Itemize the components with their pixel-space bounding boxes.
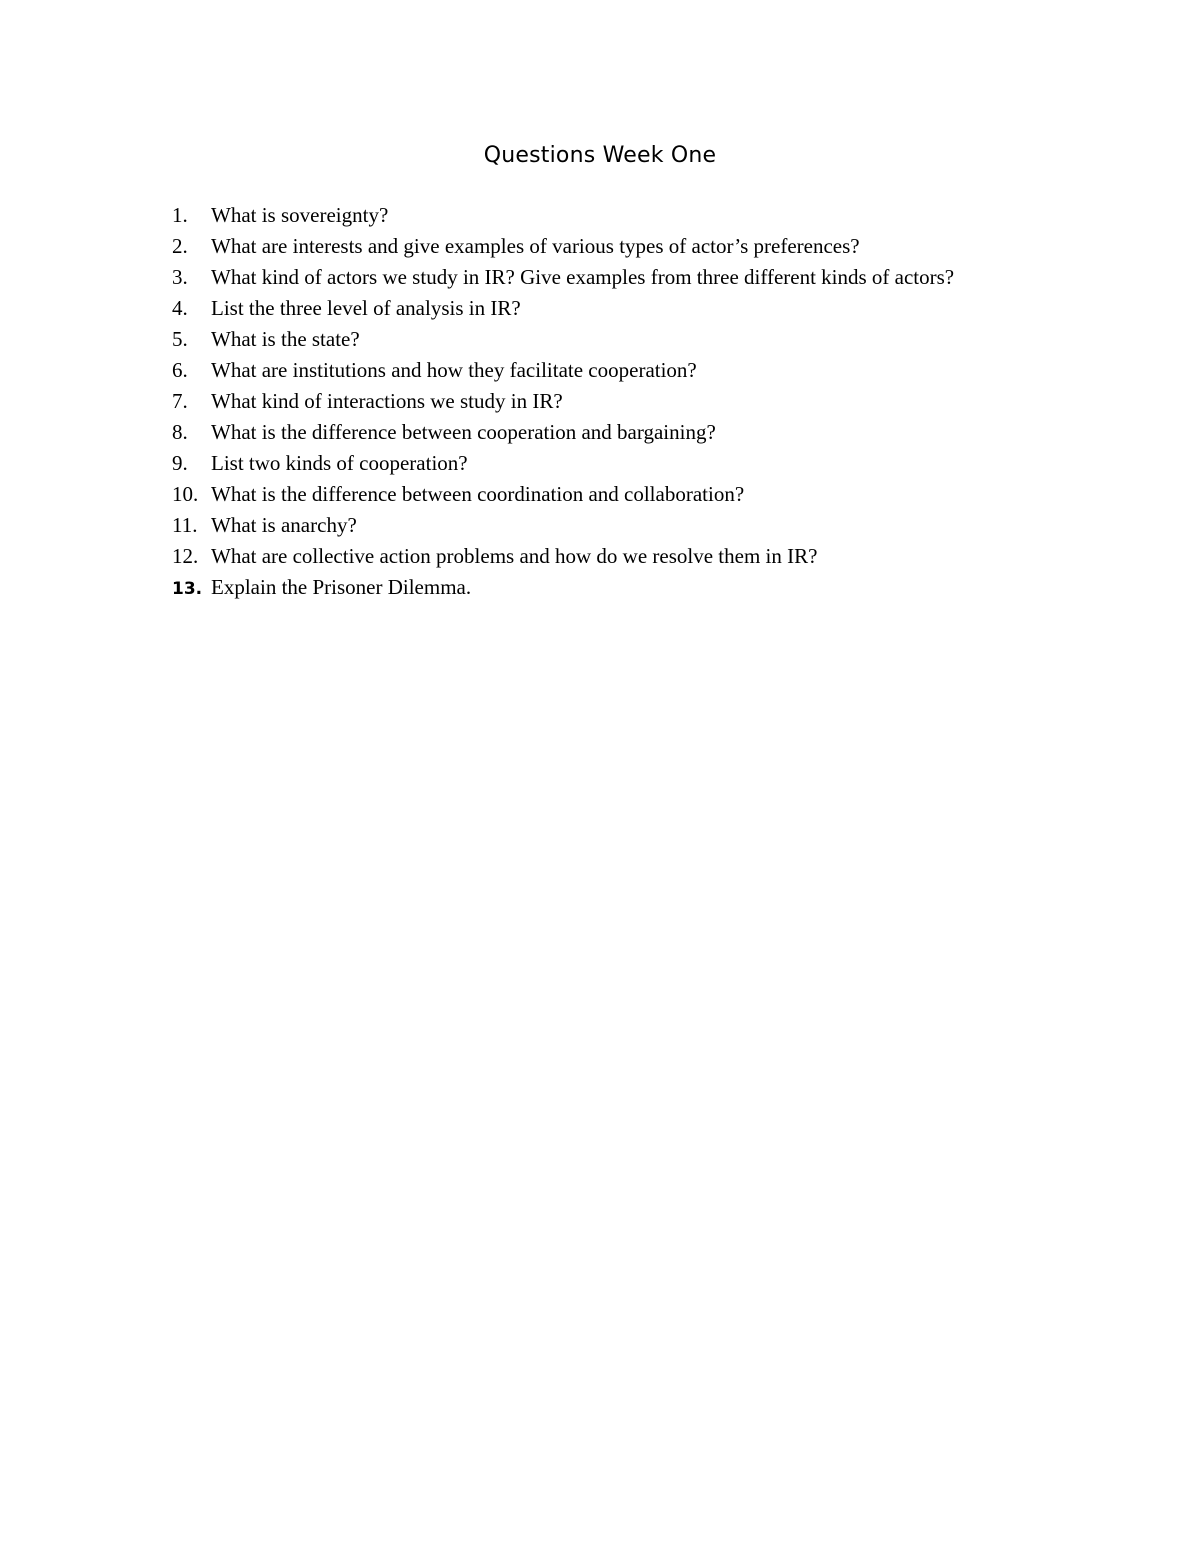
question-text: What are institutions and how they facilitate cooperation? <box>211 358 697 382</box>
question-number: 11. <box>172 513 198 537</box>
list-item <box>172 231 1132 262</box>
list-item <box>172 541 1132 572</box>
question-number: 7. <box>172 389 188 413</box>
list-item <box>172 417 1132 448</box>
list-item <box>172 262 1132 293</box>
question-number: 1. <box>172 203 188 227</box>
question-number: 13. <box>172 579 203 599</box>
question-text: What kind of actors we study in IR? Give examples from three different kinds of actors? <box>211 265 955 289</box>
question-text: What is the state? <box>211 327 360 351</box>
question-text: What is the difference between coordination and collaboration? <box>211 482 745 506</box>
question-text: What kind of interactions we study in IR? <box>211 389 563 413</box>
question-number: 10. <box>172 482 199 506</box>
question-number: 9. <box>172 451 188 475</box>
list-item <box>172 355 1132 386</box>
list-item <box>172 200 1132 231</box>
question-number: 3. <box>172 265 188 289</box>
question-text: What is anarchy? <box>211 513 357 537</box>
question-text: List the three level of analysis in IR? <box>211 296 521 320</box>
list-item <box>172 479 1132 510</box>
list-item <box>172 510 1132 541</box>
list-item <box>172 448 1132 479</box>
question-text: What is sovereignty? <box>211 203 389 227</box>
list-item <box>172 293 1132 324</box>
question-number: 8. <box>172 420 188 444</box>
question-number: 12. <box>172 544 199 568</box>
question-number: 2. <box>172 234 188 258</box>
question-number: 6. <box>172 358 188 382</box>
question-text: What are collective action problems and how do we resolve them in IR? <box>211 544 818 568</box>
question-text: Explain the Prisoner Dilemma. <box>211 575 472 599</box>
list-item <box>172 572 1132 603</box>
question-text: List two kinds of cooperation? <box>211 451 468 475</box>
question-list <box>172 200 1132 603</box>
question-number: 5. <box>172 327 188 351</box>
list-item <box>172 324 1132 355</box>
page-title: Questions Week One <box>483 143 717 168</box>
list-item <box>172 386 1132 417</box>
question-text: What is the difference between cooperation and bargaining? <box>211 420 716 444</box>
question-text: What are interests and give examples of various types of actor’s preferences? <box>211 234 860 258</box>
question-number: 4. <box>172 296 188 320</box>
